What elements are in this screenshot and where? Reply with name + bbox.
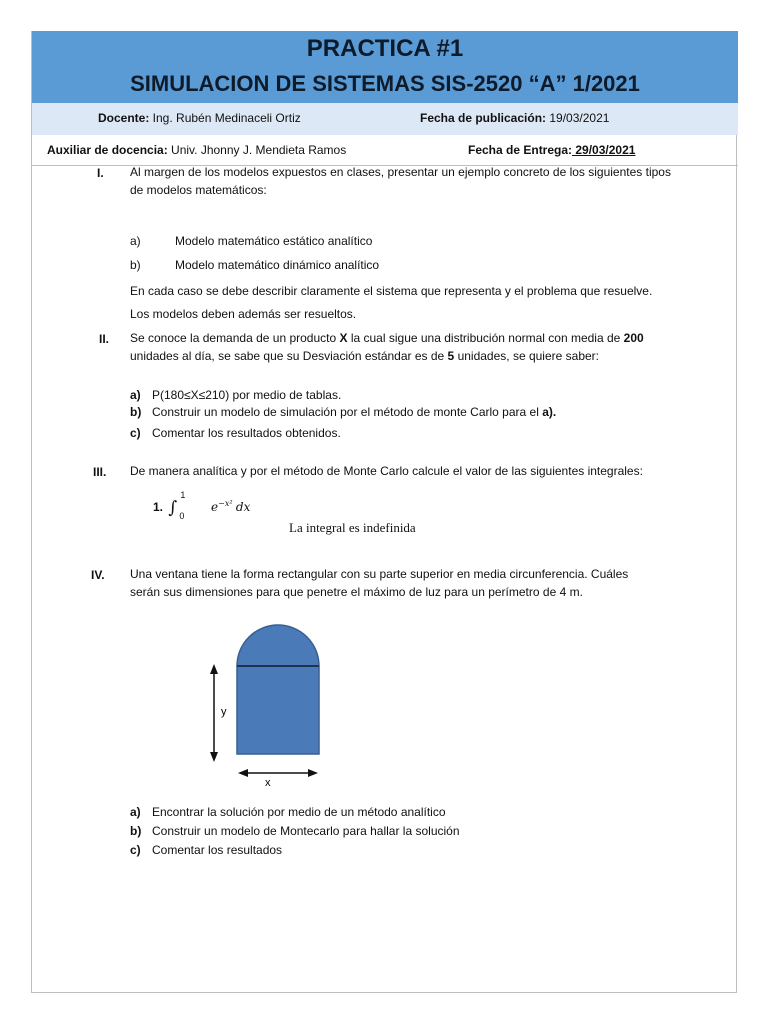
q1-b-marker: b): [130, 258, 141, 272]
q4-c-marker-text: c): [130, 843, 141, 857]
q2-number: II.: [99, 332, 110, 346]
q2-a-marker-text: a): [130, 388, 141, 402]
q2-line1-b: la cual sigue una distribución normal con media de: [347, 331, 624, 345]
height-label: y: [221, 706, 227, 718]
auxiliar-label: Auxiliar de docencia:: [47, 143, 168, 157]
q2-c-marker: [130, 425, 141, 441]
q4-c-text: Comentar los resultados: [152, 843, 283, 857]
publicacion-field: [420, 111, 609, 125]
lower-limit: 0: [179, 511, 185, 521]
integral-remark: La integral es indefinida: [289, 520, 416, 535]
q4-b-marker-text: b): [130, 824, 142, 838]
q1-note1: En cada caso se debe describir claramente el sistema que representa y el problema que resuelve.: [130, 284, 653, 298]
q2-a-text: P(180≤X≤210) por medio de tablas.: [152, 388, 342, 402]
q2-line2: [130, 347, 599, 365]
q2-b-ref: a).: [542, 405, 557, 419]
window-shape: [237, 625, 319, 754]
entrega-label: Fecha de Entrega:: [468, 143, 573, 157]
page-title: PRACTICA #1: [306, 35, 464, 62]
q3-text: De manera analítica y por el método de Monte Carlo calcule el valor de las siguientes integrales:: [130, 464, 643, 478]
entrega-value: 29/03/2021: [572, 143, 636, 157]
q2-c-marker-text: c): [130, 426, 141, 440]
docente-label: Docente:: [98, 111, 150, 125]
integral-sign: ∫: [168, 498, 178, 518]
integral-limits: [166, 490, 192, 521]
info-row-docente: [32, 103, 738, 135]
q4-c-marker: [130, 842, 141, 858]
q2-mean: 200: [623, 331, 644, 345]
q2-b-text: [152, 404, 556, 420]
q1-a-text: Modelo matemático estático analítico: [175, 234, 373, 248]
q2-sd: 5: [447, 349, 455, 363]
docente-field: [98, 111, 301, 125]
q2-b-marker: [130, 404, 141, 420]
q4-number: IV.: [91, 568, 105, 582]
auxiliar-value: Univ. Jhonny J. Mendieta Ramos: [167, 143, 347, 157]
width-arrow: [238, 769, 318, 777]
window-diagram: [200, 618, 330, 790]
q4-a-marker-text: a): [130, 805, 141, 819]
q2-c-text: Comentar los resultados obtenidos.: [152, 426, 341, 440]
title-banner: [32, 31, 738, 103]
integrand-exponent: −x²: [218, 499, 233, 509]
course-subtitle: SIMULACION DE SISTEMAS SIS-2520 “A” 1/2021: [130, 71, 640, 96]
q2-b-marker-text: b): [130, 405, 142, 419]
publicacion-value: 19/03/2021: [546, 111, 610, 125]
q4-a-text: Encontrar la solución por medio de un método analítico: [152, 805, 446, 819]
formula-item-number: 1.: [153, 500, 164, 515]
info-row-auxiliar: [32, 135, 738, 166]
auxiliar-field: [47, 143, 346, 157]
q4-b-marker: [130, 823, 141, 839]
integral-formula: [153, 490, 251, 521]
integrand-base: e: [211, 500, 219, 515]
q2-b-body: Construir un modelo de simulación por el método de monte Carlo para el: [152, 405, 543, 419]
q2-line2-b: unidades, se quiere saber:: [454, 349, 599, 363]
q1-b-text: Modelo matemático dinámico analítico: [175, 258, 380, 272]
docente-value: Ing. Rubén Medinaceli Ortiz: [149, 111, 301, 125]
q2-line1: [130, 329, 644, 347]
integral-dx: dx: [235, 500, 251, 515]
q3-number: III.: [93, 465, 107, 479]
q1-number: I.: [97, 166, 104, 180]
q4-line1: Una ventana tiene la forma rectangular con su parte superior en media circunferencia. Cuáles: [130, 567, 629, 581]
height-arrow: [210, 664, 218, 762]
publicacion-label: Fecha de publicación:: [420, 111, 547, 125]
q2-line2-a: unidades al día, se sabe que su Desviación estándar es de: [130, 349, 448, 363]
q1-a-marker: a): [130, 234, 141, 248]
q1-line1: Al margen de los modelos expuestos en clases, presentar un ejemplo concreto de los siguientes tipos: [130, 165, 671, 179]
entrega-field: [468, 143, 635, 157]
q2-a-marker: [130, 387, 141, 403]
q1-line2: de modelos matemáticos:: [130, 183, 267, 197]
q1-note2: Los modelos deben además ser resueltos.: [130, 307, 357, 321]
q2-variable: X: [339, 331, 348, 345]
upper-limit: 1: [180, 490, 186, 500]
width-label: x: [265, 777, 271, 789]
q2-line1-a: Se conoce la demanda de un producto: [130, 331, 340, 345]
q4-b-text: Construir un modelo de Montecarlo para hallar la solución: [152, 824, 460, 838]
q4-a-marker: [130, 804, 141, 820]
q4-line2: serán sus dimensiones para que penetre el máximo de luz para un perímetro de 4 m.: [130, 585, 583, 599]
